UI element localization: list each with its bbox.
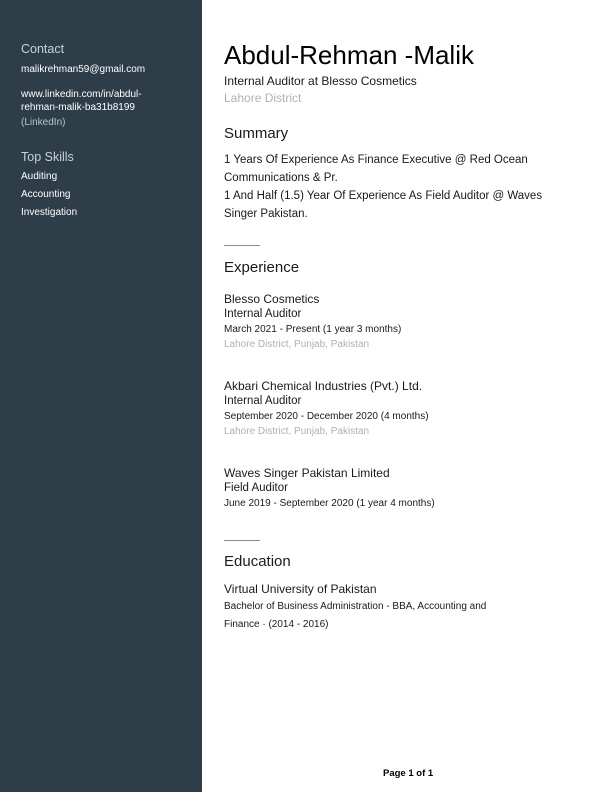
experience-company: Blesso Cosmetics (224, 292, 320, 306)
experience-role: Field Auditor (224, 482, 288, 494)
email-link[interactable]: malikrehman59@gmail.com (21, 64, 146, 75)
experience-role: Internal Auditor (224, 308, 302, 320)
education-degree-line: Bachelor of Business Administration - BBA, Accounting and (224, 601, 487, 612)
experience-dates: March 2021 - Present (1 year 3 months) (224, 324, 402, 335)
education-degree-line: Finance · (2014 - 2016) (224, 619, 329, 630)
experience-heading: Experience (224, 259, 300, 276)
skill-item: Investigation (21, 207, 78, 218)
experience-company: Waves Singer Pakistan Limited (224, 466, 390, 480)
experience-dates: June 2019 - September 2020 (1 year 4 months) (224, 498, 435, 509)
experience-role: Internal Auditor (224, 395, 302, 407)
summary-line: Singer Pakistan. (224, 208, 308, 220)
section-divider (224, 245, 260, 246)
linkedin-label: (LinkedIn) (21, 117, 66, 128)
profile-location: Lahore District (224, 91, 302, 105)
page-number: Page 1 of 1 (383, 768, 434, 779)
summary-heading: Summary (224, 125, 289, 142)
profile-headline: Internal Auditor at Blesso Cosmetics (224, 74, 417, 88)
summary-line: Communications & Pr. (224, 172, 338, 184)
linkedin-link-line2[interactable]: rehman-malik-ba31b8199 (21, 102, 135, 113)
sidebar (0, 0, 202, 792)
section-divider (224, 540, 260, 541)
education-school: Virtual University of Pakistan (224, 582, 377, 596)
experience-dates: September 2020 - December 2020 (4 months) (224, 411, 429, 422)
linkedin-link-line1[interactable]: www.linkedin.com/in/abdul- (21, 89, 142, 100)
skill-item: Accounting (21, 189, 71, 200)
experience-company: Akbari Chemical Industries (Pvt.) Ltd. (224, 379, 423, 393)
top-skills-heading: Top Skills (21, 150, 74, 164)
skill-item: Auditing (21, 171, 58, 182)
contact-heading: Contact (21, 42, 65, 56)
experience-location: Lahore District, Punjab, Pakistan (224, 426, 370, 437)
profile-name: Abdul-Rehman -Malik (224, 40, 474, 70)
experience-location: Lahore District, Punjab, Pakistan (224, 339, 370, 350)
education-heading: Education (224, 553, 291, 570)
summary-line: 1 Years Of Experience As Finance Executive @ Red Ocean (224, 154, 528, 166)
summary-line: 1 And Half (1.5) Year Of Experience As Field Auditor @ Waves (224, 190, 543, 202)
